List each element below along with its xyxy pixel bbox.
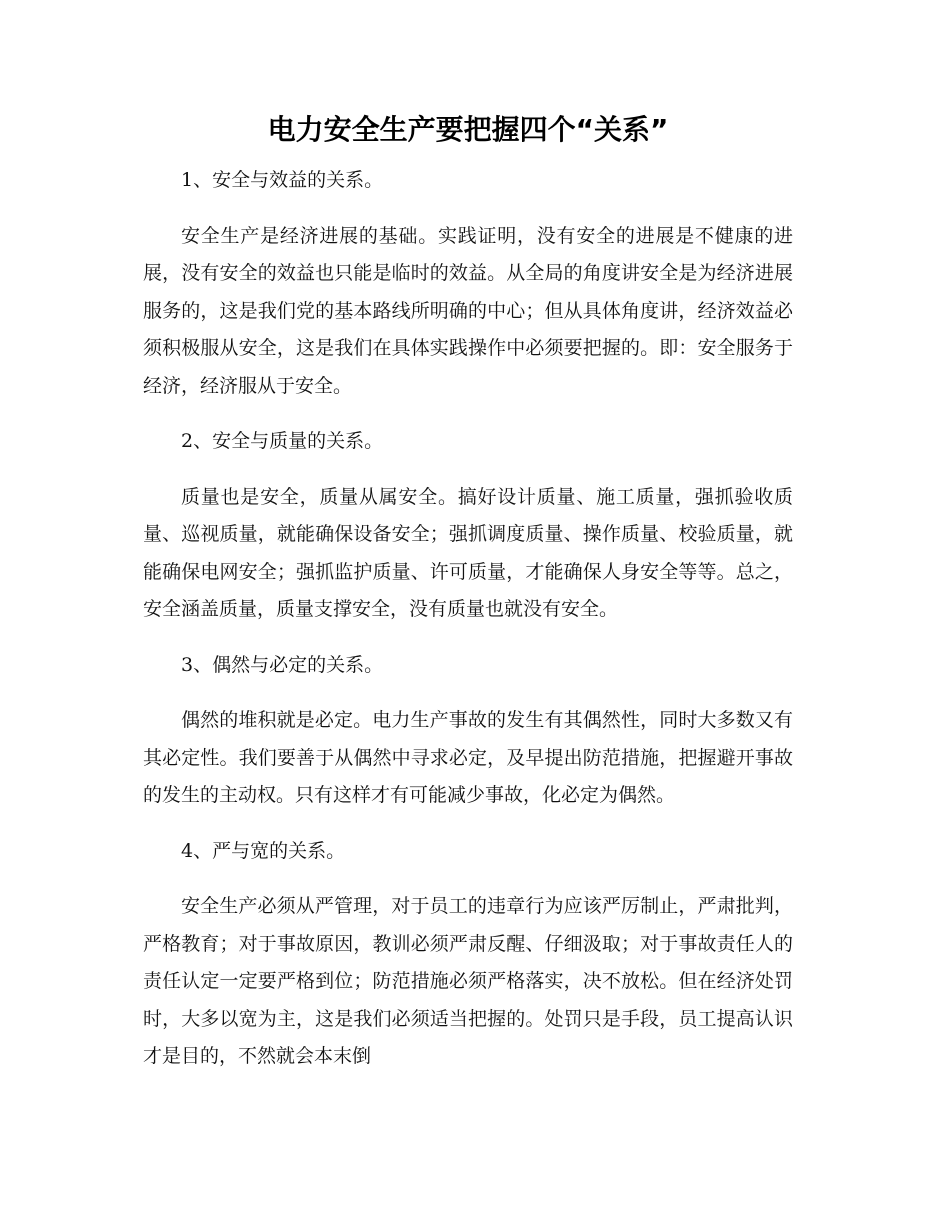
section-heading-1: 1、安全与效益的关系。 [181, 169, 384, 191]
section-body-2: 质量也是安全，质量从属安全。搞好设计质量、施工质量，强抓验收质量、巡视质量，就能确保设备安全；强抓调度质量、操作质量、校验质量，就能确保电网安全；强抓监护质量、许可质量，才能确保人身安全等等。总之，安全涵盖质量，质量支撑安全，没有质量也就没有安全。 [143, 485, 793, 620]
section-heading-4: 4、严与宽的关系。 [181, 839, 346, 862]
section-heading-3: 3、偶然与必定的关系。 [181, 653, 384, 676]
document-body [143, 110, 793, 1094]
section-body-3: 偶然的堆积就是必定。电力生产事故的发生有其偶然性，同时大多数又有其必定性。我们要善于从偶然中寻求必定，及早提出防范措施，把握避开事故的发生的主动权。只有这样才有可能减少事故，化必定为偶然。 [143, 709, 793, 806]
document-title: 电力安全生产要把握四个“关系” [267, 113, 669, 146]
section-heading-2: 2、安全与质量的关系。 [181, 430, 384, 452]
section-body-1: 安全生产是经济进展的基础。实践证明，没有安全的进展是不健康的进展，没有安全的效益也只能是临时的效益。从全局的角度讲安全是为经济进展服务的，这是我们党的基本路线所明确的中心；但从具体角度讲，经济效益必须积极服从安全，这是我们在具体实践操作中必须要把握的。即：安全服务于经济，经济服从于安全。 [143, 224, 793, 397]
section-body-4: 安全生产必须从严管理，对于员工的违章行为应该严厉制止，严肃批判，严格教育；对于事故原因，教训必须严肃反醒、仔细汲取；对于事故责任人的责任认定一定要严格到位；防范措施必须严格落实，决不放松。但在经济处罚时，大多以宽为主，这是我们必须适当把握的。处罚只是手段，员工提高认识才是目的，不然就会本末倒 [143, 895, 793, 1067]
